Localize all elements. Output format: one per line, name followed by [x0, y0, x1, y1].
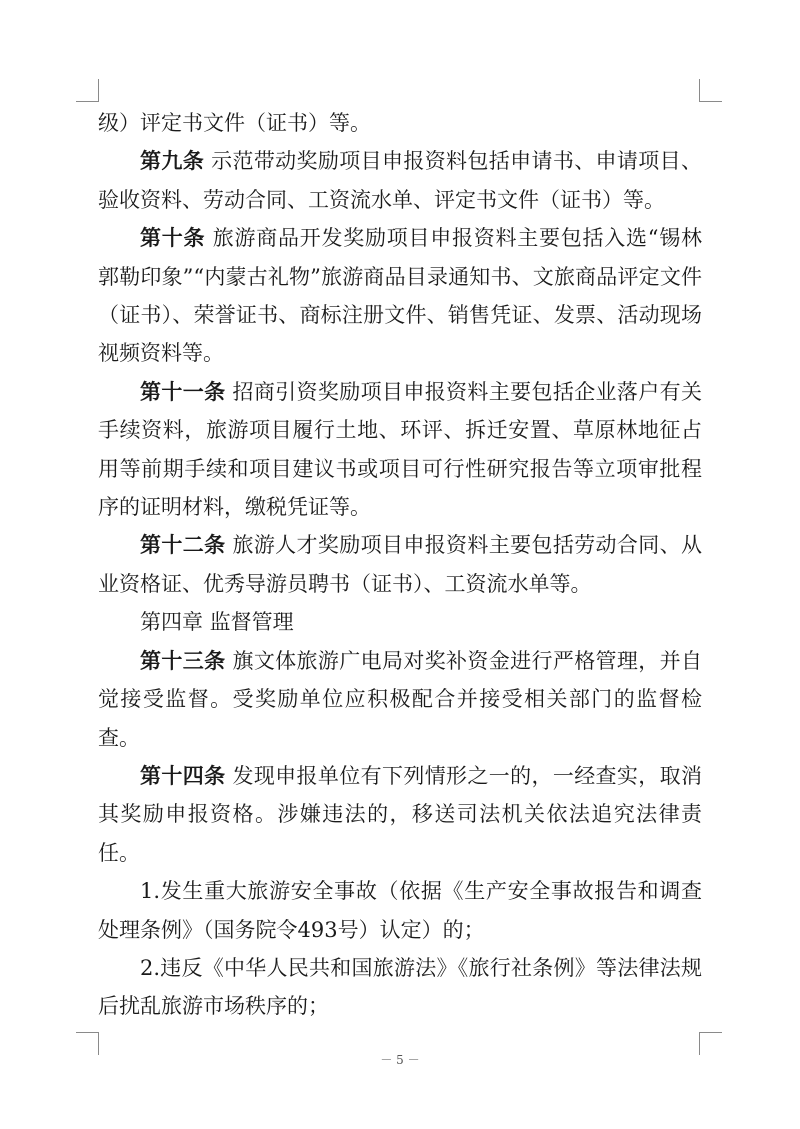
- article-text: 旗文体旅游广电局对奖补资金进行严格管理，并自觉接受监督。受奖励单位应积极配合并接受相关部门的监督检查。: [98, 648, 702, 750]
- article-9: [98, 142, 702, 219]
- page-number: － 5 －: [380, 1053, 420, 1067]
- article-label: 第十条: [140, 226, 206, 251]
- article-11: [98, 373, 702, 527]
- crop-mark-top-left: [76, 79, 99, 102]
- article-13: [98, 642, 702, 757]
- article-label: 第九条: [140, 149, 205, 174]
- document-body: [98, 104, 702, 1026]
- article-label: 第十二条: [140, 533, 226, 558]
- list-item-2: [98, 949, 702, 1026]
- article-text: 招商引资奖励项目申报资料主要包括企业落户有关手续资料，旅游项目履行土地、环评、拆迁安置、草原林地征占用等前期手续和项目建议书或项目可行性研究报告等立项审批程序的证明材料，缴税凭证等。: [98, 379, 702, 520]
- article-label: 第十四条: [140, 763, 226, 788]
- article-label: 第十三条: [140, 648, 226, 673]
- paragraph-continuation: [98, 104, 702, 142]
- paragraph-text: 级）评定书文件（证书）等。: [98, 111, 371, 135]
- article-14: [98, 757, 702, 872]
- list-item-text: 1.发生重大旅游安全事故（依据《生产安全事故报告和调查处理条例》（国务院令493号）认定）的；: [98, 879, 702, 942]
- article-text: 旅游人才奖励项目申报资料主要包括劳动合同、从业资格证、优秀导游员聘书（证书）、工资流水单等。: [98, 533, 702, 596]
- article-10: [98, 219, 702, 373]
- article-text: 发现申报单位有下列情形之一的，一经查实，取消其奖励申报资格。涉嫌违法的，移送司法机关依法追究法律责任。: [98, 763, 702, 865]
- article-12: [98, 526, 702, 603]
- article-text: 示范带动奖励项目申报资料包括申请书、申请项目、验收资料、劳动合同、工资流水单、评定书文件（证书）等。: [98, 149, 702, 212]
- list-item-text: 2.违反《中华人民共和国旅游法》《旅行社条例》等法律法规后扰乱旅游市场秩序的；: [98, 955, 702, 1019]
- crop-mark-top-right: [699, 79, 722, 102]
- chapter-heading: 第四章 监督管理: [140, 610, 294, 635]
- list-item-1: [98, 872, 702, 949]
- article-label: 第十一条: [140, 379, 226, 404]
- article-text: 旅游商品开发奖励项目申报资料主要包括入选“锡林郭勒印象”“内蒙古礼物”旅游商品目录通知书、文旅商品评定文件（证书）、荣誉证书、商标注册文件、销售凭证、发票、活动现场视频资料等。: [98, 226, 702, 366]
